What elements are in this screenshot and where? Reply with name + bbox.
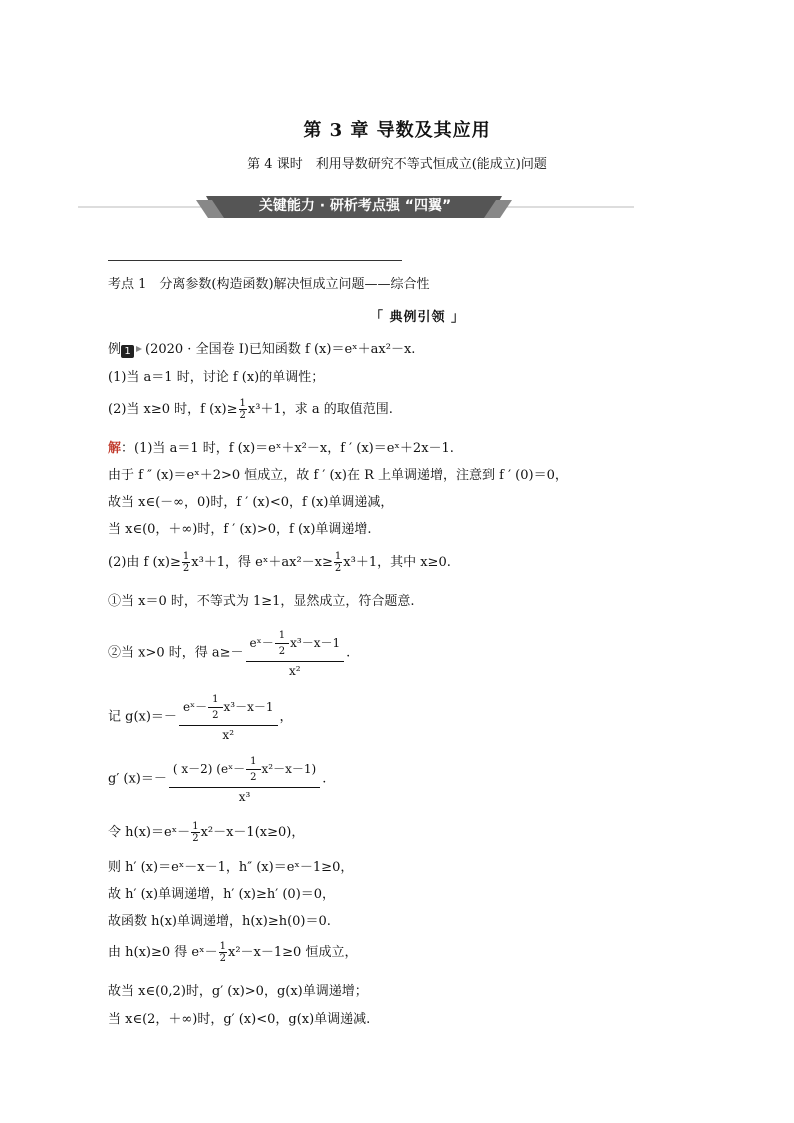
banner-text: 关键能力 · 研析考点强 “四翼” (258, 198, 452, 214)
kaodian-heading: 考点 1 分离参数(构造函数)解决恒成立问题——综合性 (108, 277, 430, 292)
solution-line-9: 则 h′ (x)＝eˣ－x－1，h″ (x)＝eˣ－1≥0， (108, 860, 354, 875)
example-stem: 例 1 (2020 · 全国卷 Ⅰ)已知函数 f (x)＝eˣ＋ax²－x. (108, 342, 416, 357)
example-number-badge: 1 (121, 345, 134, 358)
solution-line-7: ②当 x>0 时，得 a≥－ eˣ－ $\frac{1}{2}$ x³－x－1 x² . (108, 626, 350, 680)
solution-line-13: 故当 x∈(0,2)时，g′ (x)>0，g(x)单调递增； (108, 984, 368, 999)
pencil-icon (136, 346, 142, 352)
solution-h-def: 令 h(x)＝eˣ－ $\frac{1}{2}$ x²－x－1(x≥0)， (108, 821, 305, 844)
solution-line-5: (2)由 f (x)≥ $\frac{1}{2}$ x³＋1，得 eˣ＋ax²－x≥ $\frac{1}{2}$ x³＋1，其中 x≥0. (108, 551, 451, 574)
solution-line-3: 故当 x∈(－∞，0)时，f ′ (x)<0，f (x)单调递减， (108, 495, 394, 510)
solution-line-4: 当 x∈(0，＋∞)时，f ′ (x)>0，f (x)单调递增. (108, 522, 372, 537)
question-2: (2)当 x≥0 时，f (x)≥ $\frac{1}{2}$ x³＋1，求 a 的取值范围. (108, 398, 393, 421)
chapter-title: 第 3 章 导数及其应用 (303, 120, 491, 141)
section-divider (108, 260, 402, 261)
solution-line-14: 当 x∈(2，＋∞)时，g′ (x)<0，g(x)单调递减. (108, 1012, 371, 1027)
question-1: (1)当 a＝1 时，讨论 f (x)的单调性； (108, 370, 325, 385)
solution-g-def: 记 g(x)＝－ eˣ－ $\frac{1}{2}$ x³－x－1 x² ， (108, 690, 293, 744)
lesson-title: 第 4 课时 利用导数研究不等式恒成立(能成立)问题 (247, 157, 547, 172)
lead-label: 「 典例引领 」 (370, 310, 466, 325)
solution-line-12: 由 h(x)≥0 得 eˣ－ $\frac{1}{2}$ x²－x－1≥0 恒成立， (108, 941, 358, 964)
solution-line-6: ①当 x＝0 时，不等式为 1≥1，显然成立，符合题意. (108, 594, 415, 609)
solution-label: 解 (108, 441, 122, 456)
example-label: 例 (108, 342, 122, 357)
solution-line-10: 故 h′ (x)单调递增，h′ (x)≥h′ (0)＝0， (108, 887, 336, 902)
solution-line-2: 由于 f ″ (x)＝eˣ＋2>0 恒成立，故 f ′ (x)在 R 上单调递增，注意到 f ′ (0)＝0， (108, 468, 568, 483)
solution-line-1: 解：(1)当 a＝1 时，f (x)＝eˣ＋x²－x，f ′ (x)＝eˣ＋2x－1. (108, 441, 454, 456)
solution-g-derivative: g′ (x)＝－ ( x－2) (eˣ－ $\frac{1}{2}$ x²－x－1) x³ . (108, 752, 326, 806)
solution-line-11: 故函数 h(x)单调递增，h(x)≥h(0)＝0. (108, 914, 331, 929)
